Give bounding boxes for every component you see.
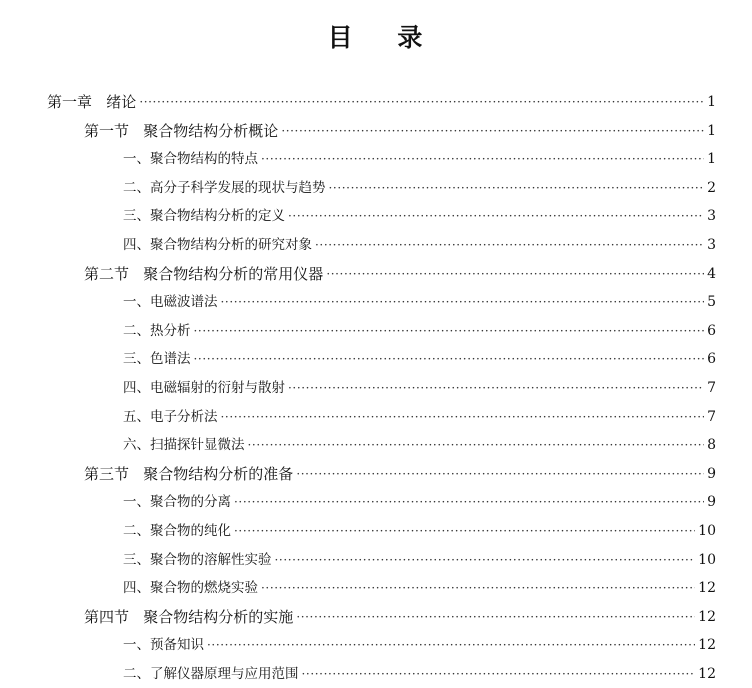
toc-page-number: 1 <box>707 94 716 110</box>
toc-page-number: 4 <box>707 265 716 282</box>
toc-dot-leader <box>194 345 705 373</box>
toc-dot-leader <box>288 374 704 402</box>
toc-subsection-row <box>123 231 716 259</box>
toc-entry-label: 第一章 绪论 <box>47 93 137 111</box>
toc-dot-leader <box>248 431 705 459</box>
toc-entry-label: 二、了解仪器原理与应用范围 <box>123 666 299 682</box>
toc-dot-leader <box>207 631 695 659</box>
toc-section-row <box>84 117 716 145</box>
toc-entry-label: 一、聚合物的分离 <box>123 494 231 511</box>
toc-subsection-row <box>123 345 716 373</box>
toc-entry-label: 三、聚合物的溶解性实验 <box>123 551 272 568</box>
toc-entry-label: 三、色谱法 <box>123 351 191 368</box>
toc-entry-label: 四、聚合物结构分析的研究对象 <box>123 237 312 253</box>
toc-page-number: 10 <box>698 523 716 539</box>
toc-dot-leader <box>261 574 695 602</box>
toc-entry-label: 第二节 聚合物结构分析的常用仪器 <box>84 264 324 283</box>
toc-section-row <box>84 460 716 488</box>
toc-dot-leader <box>315 231 704 259</box>
toc-entry-label: 第一节 聚合物结构分析概论 <box>84 121 279 140</box>
toc-entry-label: 三、聚合物结构分析的定义 <box>123 208 285 225</box>
toc-subsection-row <box>123 631 716 659</box>
toc-entry-label: 五、电子分析法 <box>123 408 218 425</box>
toc-page-number: 1 <box>707 151 716 168</box>
toc-page-number: 3 <box>707 237 716 253</box>
toc-page-number: 12 <box>698 608 716 625</box>
toc-dot-leader <box>326 260 704 288</box>
toc-dot-leader <box>281 117 704 145</box>
toc-subsection-row <box>123 660 716 688</box>
toc-subsection-row <box>123 374 716 402</box>
page-title: 目 录 <box>327 23 425 52</box>
toc-entry-label: 四、聚合物的燃烧实验 <box>123 580 258 597</box>
toc-dot-leader <box>221 403 705 431</box>
toc-entry-label: 第三节 聚合物结构分析的准备 <box>84 464 294 483</box>
toc-subsection-row <box>123 174 716 202</box>
toc-entry-label: 二、热分析 <box>123 322 191 339</box>
toc-page-number: 8 <box>707 437 716 454</box>
toc-page-number: 6 <box>707 351 716 368</box>
toc-subsection-row <box>123 488 716 516</box>
toc-page-number: 2 <box>707 179 716 196</box>
toc-entry-label: 二、聚合物的纯化 <box>123 523 231 539</box>
toc-entry-label: 一、电磁波谱法 <box>123 294 218 311</box>
toc-page-number: 9 <box>707 465 716 482</box>
toc-dot-leader <box>221 288 705 316</box>
toc-page-number: 12 <box>698 580 716 597</box>
toc-page-number: 12 <box>698 666 716 682</box>
toc-entry-label: 一、聚合物结构的特点 <box>123 151 258 168</box>
toc-subsection-row <box>123 403 716 431</box>
toc-subsection-row <box>123 574 716 602</box>
toc-entry-label: 六、扫描探针显微法 <box>123 437 245 454</box>
toc-dot-leader <box>194 317 705 345</box>
toc-subsection-row <box>123 517 716 545</box>
toc-subsection-row <box>123 317 716 345</box>
toc-entry-label: 二、高分子科学发展的现状与趋势 <box>123 179 326 196</box>
toc-entry-label: 一、预备知识 <box>123 637 204 654</box>
toc-page-number: 9 <box>707 494 716 511</box>
toc-page-number: 6 <box>707 322 716 339</box>
toc-page-number: 7 <box>707 408 716 425</box>
toc-subsection-row <box>123 431 716 459</box>
toc-subsection-row <box>123 145 716 173</box>
toc-dot-leader <box>288 202 704 230</box>
toc-dot-leader <box>302 660 696 688</box>
toc-section-row <box>84 260 716 288</box>
toc-page-number: 10 <box>698 551 716 568</box>
toc-page-number: 5 <box>707 294 716 311</box>
toc-page-number: 1 <box>707 122 716 139</box>
toc-page-number: 3 <box>707 208 716 225</box>
toc-subsection-row <box>123 546 716 574</box>
toc-dot-leader <box>275 546 696 574</box>
toc-dot-leader <box>234 517 695 545</box>
toc-dot-leader <box>296 603 695 631</box>
toc-dot-leader <box>296 460 704 488</box>
toc-subsection-row <box>123 202 716 230</box>
toc-entry-label: 第四节 聚合物结构分析的实施 <box>84 607 294 626</box>
toc-entry-label: 四、电磁辐射的衍射与散射 <box>123 380 285 396</box>
toc-dot-leader <box>139 88 704 116</box>
toc-subsection-row <box>123 288 716 316</box>
toc-section-row <box>84 603 716 631</box>
toc-dot-leader <box>261 145 704 173</box>
toc-dot-leader <box>234 488 704 516</box>
toc-page-number: 12 <box>698 637 716 654</box>
toc-dot-leader <box>329 174 705 202</box>
toc-page-number: 7 <box>707 380 716 396</box>
toc-chapter-row <box>47 88 716 116</box>
